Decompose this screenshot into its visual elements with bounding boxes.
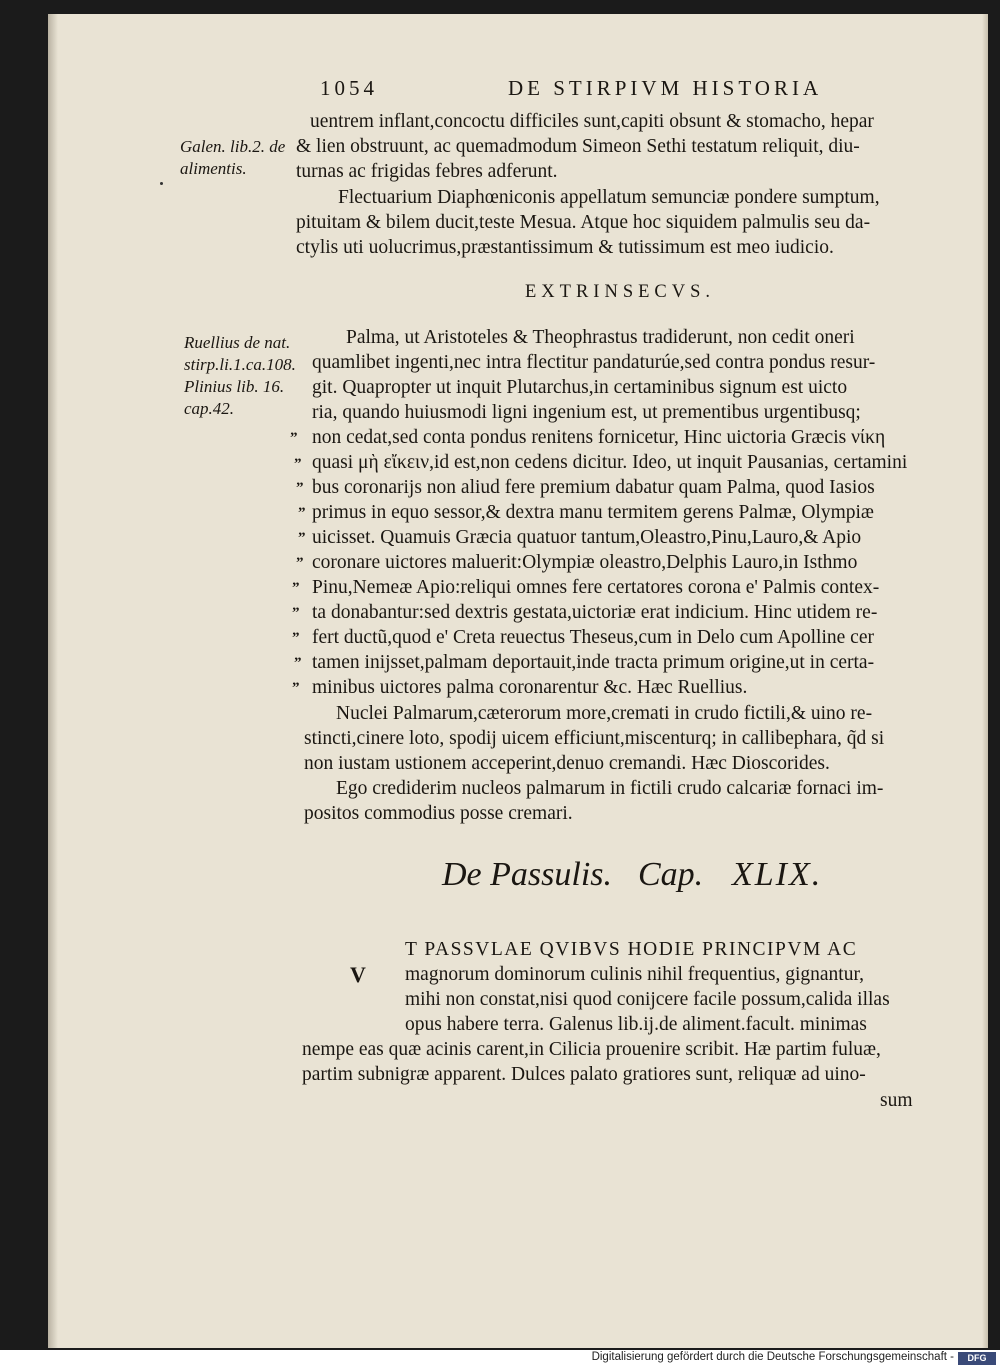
quote-mark: ” [292, 580, 300, 596]
page-gutter-shadow [48, 14, 58, 1348]
body-line: turnas ac frigidas febres adferunt. [296, 161, 558, 182]
body-line: minibus uictores palma coronarentur &c. Hæc Ruellius. [312, 677, 748, 698]
page-number: 1054 [320, 76, 378, 100]
quote-mark: ” [292, 680, 300, 696]
body-line: tamen inijsset,palmam deportauit,inde tracta primum origine,ut in certa- [312, 652, 875, 673]
quote-mark: ” [298, 505, 306, 521]
margin-note: alimentis. [180, 159, 247, 178]
page-edge-shadow [982, 14, 988, 1348]
chapter-line: opus habere terra. Galenus lib.ij.de aliment.facult. minimas [405, 1014, 867, 1035]
body-line: uentrem inflant,concoctu difficiles sunt,capiti obsunt & stomacho, hepar [310, 111, 874, 132]
chapter-line: partim subnigræ apparent. Dulces palato gratiores sunt, reliquæ ad uino- [302, 1064, 866, 1085]
dfg-logo: DFG [958, 1352, 996, 1365]
body-line: coronare uictores maluerit:Olympiæ oleastro,Delphis Lauro,in Isthmo [312, 552, 858, 573]
digitization-footer [0, 1350, 1000, 1368]
chapter-initial: V [350, 962, 366, 987]
body-line: fert ductũ,quod e' Creta reuectus Theseus,cum in Delo cum Apolline cer [312, 627, 874, 648]
body-line: Flectuarium Diaphœniconis appellatum semunciæ pondere sumptum, [338, 187, 880, 208]
body-line: Pinu,Nemeæ Apio:reliqui omnes fere certatores corona e' Palmis contex- [312, 577, 880, 598]
body-line: Nuclei Palmarum,cæterorum more,cremati in crudo fictili,& uino re- [336, 703, 873, 724]
chapter-line: T PASSVLAE QVIBVS HODIE PRINCIPVM AC [405, 939, 858, 960]
margin-note: stirp.li.1.ca.108. [184, 355, 296, 374]
chapter-line: nempe eas quæ acinis carent,in Cilicia prouenire scribit. Hæ partim fuluæ, [302, 1039, 881, 1060]
body-line: stincti,cinere loto, spodij uicem efficiunt,miscenturq; in callibephara, q̃d si [304, 728, 885, 749]
quote-mark: ” [290, 430, 298, 446]
running-title: DE STIRPIVM HISTORIA [508, 76, 823, 100]
quote-mark: ” [296, 555, 304, 571]
body-line: ta donabantur:sed dextris gestata,uictoriæ erat indicium. Hinc utidem re- [312, 602, 878, 623]
body-line: positos commodius posse cremari. [304, 803, 573, 824]
chapter-numeral: XLIX. [732, 856, 823, 893]
body-line: ria, quando huiusmodi ligni ingenium est, ut prementibus urgentibusq; [312, 402, 861, 423]
body-line: Ego crediderim nucleos palmarum in fictili crudo calcariæ fornaci im- [336, 778, 884, 799]
quote-mark: ” [294, 456, 302, 472]
chapter-line: magnorum dominorum culinis nihil frequentius, gignantur, [405, 964, 865, 985]
margin-note: Galen. lib.2. de [180, 137, 286, 156]
quote-mark: ” [296, 480, 304, 496]
body-line: non iustam ustionem acceperint,denuo cremandi. Hæc Dioscorides. [304, 753, 830, 774]
body-line: pituitam & bilem ducit,teste Mesua. Atque hoc siquidem palmulis seu da- [296, 212, 871, 233]
body-line: git. Quapropter ut inquit Plutarchus,in certaminibus signum est uicto [312, 377, 848, 398]
body-line: quasi μὴ εἴκειν,id est,non cedens dicitur. Ideo, ut inquit Pausanias, certamini [312, 452, 908, 473]
chapter-line: mihi non constat,nisi quod conijcere facile possum,calida illas [405, 989, 890, 1010]
body-line: ctylis uti uolucrimus,præstantissimum & tutissimum est meo iudicio. [296, 237, 834, 258]
chapter-title: De Passulis. [442, 856, 612, 893]
margin-note: Plinius lib. 16. [184, 377, 285, 396]
quote-mark: ” [292, 630, 300, 646]
ink-speck [160, 182, 163, 185]
chapter-label: Cap. [638, 856, 704, 893]
body-line: Palma, ut Aristoteles & Theophrastus tradiderunt, non cedit oneri [346, 327, 855, 348]
footer-text: Digitalisierung gefördert durch die Deutsche Forschungsgemeinschaft - [591, 1351, 954, 1363]
quote-mark: ” [292, 605, 300, 621]
body-line: & lien obstruunt, ac quemadmodum Simeon Sethi testatum reliquit, diu- [296, 136, 860, 157]
body-line: non cedat,sed conta pondus renitens fornicetur, Hinc uictoria Græcis νίκη [312, 427, 886, 448]
quote-mark: ” [294, 655, 302, 671]
body-line: quamlibet ingenti,nec intra flectitur pandaturúe,sed contra pondus resur- [312, 352, 876, 373]
quote-mark: ” [298, 530, 306, 546]
margin-note: cap.42. [184, 399, 235, 418]
book-page [48, 14, 988, 1348]
catchword: sum [880, 1090, 913, 1111]
margin-note: Ruellius de nat. [184, 333, 291, 352]
body-line: bus coronarijs non aliud fere premium dabatur quam Palma, quod Iasios [312, 477, 875, 498]
body-line: uicisset. Quamuis Græcia quatuor tantum,Oleastro,Pinu,Lauro,& Apio [312, 527, 862, 548]
body-line: primus in equo sessor,& dextra manu termitem gerens Palmæ, Olympiæ [312, 502, 874, 523]
section-heading: EXTRINSECVS. [525, 282, 716, 302]
